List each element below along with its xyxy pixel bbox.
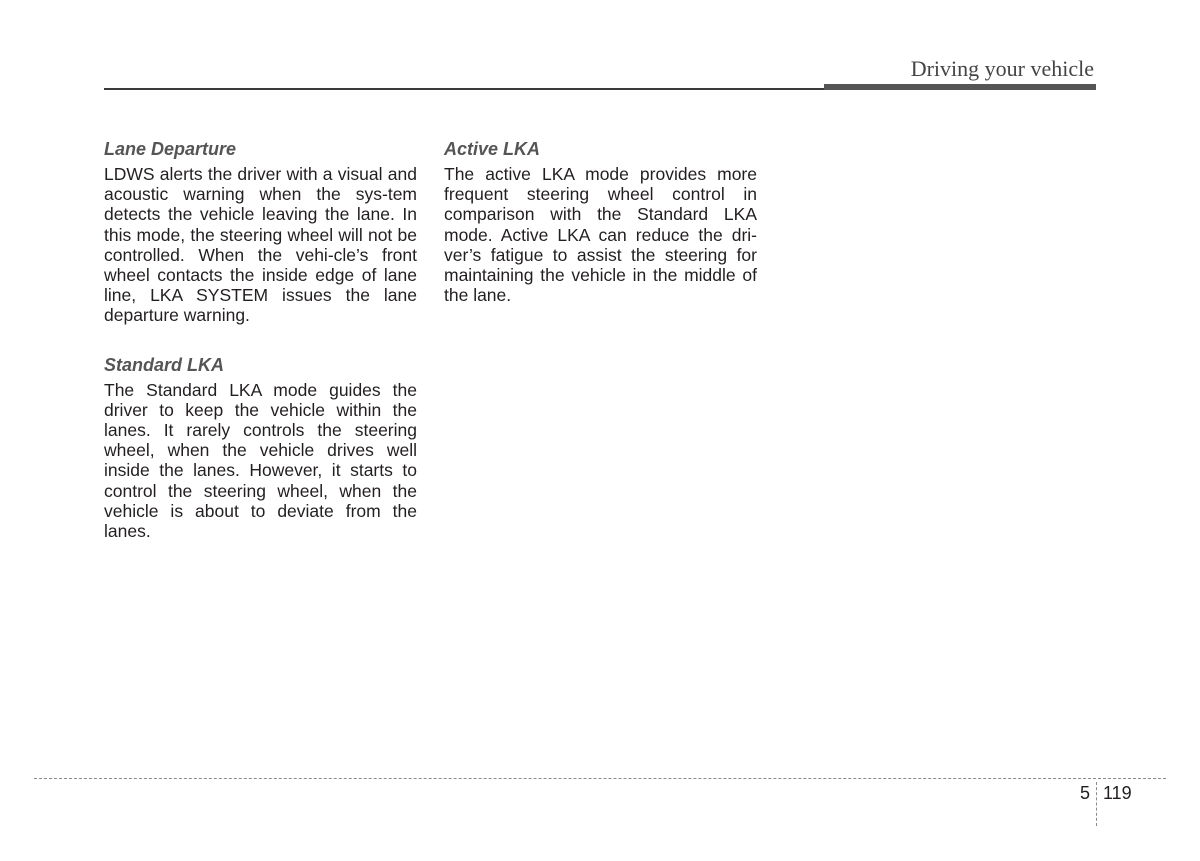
page-number: 119 — [1103, 783, 1132, 803]
header-rule-thick — [824, 84, 1096, 90]
section-active-lka — [444, 138, 757, 305]
section-lane-departure — [104, 138, 417, 326]
footer-dashed-rule — [34, 778, 1166, 779]
header-rule-thin — [104, 88, 824, 90]
page-header-title: Driving your vehicle — [910, 56, 1094, 81]
footer-page-divider — [1096, 782, 1097, 826]
section-body: LDWS alerts the driver with a visual and acoustic warning when the sys-tem detects the vehicle leaving the lane. In this mode, the steering wheel will not be controlled. When the vehi-cle’s front wheel contacts the inside edge of lane line, LKA SYSTEM issues the lane departure warning. — [104, 164, 417, 326]
section-body: The active LKA mode provides more frequent steering wheel control in comparison with the Standard LKA mode. Active LKA can reduce the dri-ver’s fatigue to assist the steering for maintaining the vehicle in the middle of the lane. — [444, 164, 757, 306]
section-body: The Standard LKA mode guides the driver to keep the vehicle within the lanes. It rarely controls the steering wheel, when the vehicle drives well inside the lanes. However, it starts to control the steering wheel, when the vehicle is about to deviate from the lanes. — [104, 379, 417, 542]
chapter-number: 5 — [1079, 783, 1090, 803]
left-column — [104, 138, 417, 541]
section-heading: Lane Departure — [104, 139, 237, 159]
right-column — [444, 138, 757, 305]
section-heading: Active LKA — [444, 139, 541, 159]
section-heading: Standard LKA — [104, 354, 225, 375]
section-standard-lka — [104, 354, 417, 542]
